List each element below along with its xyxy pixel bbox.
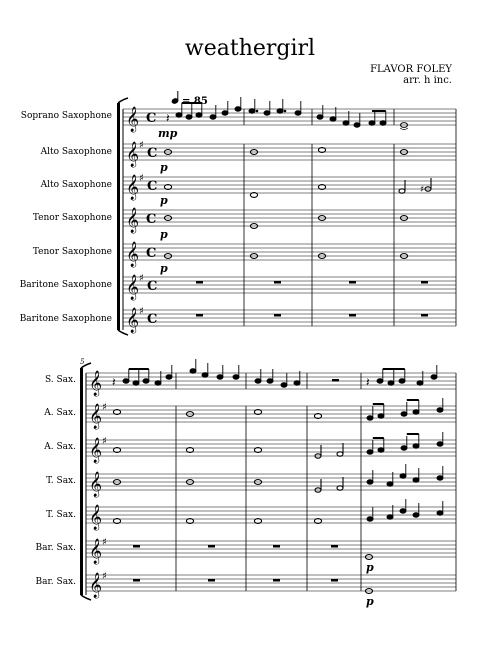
svg-text:C: C	[147, 279, 158, 294]
svg-text:C: C	[147, 179, 158, 194]
instrument-abbr-tenor-sax-2: T. Sax.	[46, 510, 76, 520]
instrument-abbr-soprano-sax: S. Sax.	[44, 375, 76, 385]
instrument-name-alto-sax-1: Alto Saxophone	[40, 147, 112, 157]
svg-text:C: C	[147, 146, 158, 161]
instrument-name-tenor-sax-1: Tenor Saxophone	[32, 213, 112, 223]
svg-text:♯: ♯	[420, 185, 425, 195]
dynamic-tenor-2: p	[160, 262, 168, 275]
treble-clefs-system1	[126, 106, 139, 333]
svg-text:♯: ♯	[102, 571, 107, 582]
svg-text:𝄞: 𝄞	[89, 539, 103, 564]
svg-text:♯: ♯	[102, 436, 107, 447]
instrument-name-tenor-sax-2: Tenor Saxophone	[32, 247, 112, 257]
dynamic-bari-1-sys2: p	[366, 561, 374, 574]
svg-text:C: C	[146, 212, 157, 227]
dynamic-alto-1: p	[160, 161, 168, 174]
svg-text:♯: ♯	[102, 402, 107, 413]
instrument-abbr-tenor-sax-1: T. Sax.	[46, 476, 76, 486]
svg-text:𝄞: 𝄞	[89, 472, 103, 497]
soprano-melody-system2	[112, 359, 437, 389]
whole-notes-system1	[164, 148, 431, 259]
score-title: weathergirl	[184, 36, 316, 61]
dynamic-alto-2: p	[160, 194, 168, 207]
svg-text:♯: ♯	[102, 537, 107, 548]
svg-text:♯: ♯	[139, 273, 144, 284]
whole-notes-system2	[113, 410, 372, 594]
svg-text:C: C	[146, 246, 157, 261]
arranger-credit: arr. h inc.	[403, 75, 452, 86]
svg-text:𝄞: 𝄞	[89, 371, 103, 396]
instrument-name-bari-sax-2: Baritone Saxophone	[19, 314, 112, 324]
staff-lines-system1	[123, 109, 456, 326]
svg-text:𝄞: 𝄞	[89, 438, 103, 463]
instrument-abbr-alto-sax-2: A. Sax.	[44, 442, 76, 452]
svg-text:𝄞: 𝄞	[126, 242, 140, 267]
dynamic-soprano: mp	[158, 127, 178, 140]
tempo-marking	[171, 91, 207, 107]
key-signatures-system1	[139, 140, 144, 317]
system-bracket	[117, 103, 120, 330]
key-signatures-system2	[102, 402, 107, 582]
svg-text:♯: ♯	[139, 306, 144, 317]
svg-text:𝄞: 𝄞	[126, 175, 140, 200]
svg-text:𝄞: 𝄞	[89, 404, 103, 429]
svg-text:♯: ♯	[139, 173, 144, 184]
tempo-text: = 85	[182, 96, 208, 107]
barlines-system1	[244, 109, 456, 326]
dynamics-system2	[366, 561, 374, 608]
instrument-name-bari-sax-1: Baritone Saxophone	[19, 280, 112, 290]
dynamic-tenor-1: p	[160, 228, 168, 241]
svg-text:𝄽: 𝄽	[166, 111, 170, 125]
rhythm-figures-m9	[367, 398, 443, 521]
svg-text:𝄞: 𝄞	[126, 308, 140, 333]
instrument-abbr-bari-sax-1: Bar. Sax.	[35, 543, 76, 553]
svg-text:𝄞: 𝄞	[126, 142, 140, 167]
svg-text:C: C	[146, 111, 157, 126]
time-signatures-system1	[146, 111, 157, 327]
instrument-name-alto-sax-2: Alto Saxophone	[40, 180, 112, 190]
svg-text:𝄞: 𝄞	[126, 107, 140, 132]
composer-credit: FLAVOR FOLEY	[370, 64, 452, 75]
instrument-abbr-alto-sax-1: A. Sax.	[44, 408, 76, 418]
svg-text:𝄞: 𝄞	[126, 275, 140, 300]
instrument-name-soprano-sax: Soprano Saxophone	[20, 111, 112, 121]
svg-text:𝄽: 𝄽	[366, 375, 370, 389]
svg-text:𝄽: 𝄽	[112, 375, 116, 389]
svg-text:𝄞: 𝄞	[89, 573, 103, 598]
dynamic-bari-2-sys2: p	[366, 595, 374, 608]
measure-number: 5	[80, 358, 85, 366]
svg-text:𝄞: 𝄞	[126, 208, 140, 233]
svg-text:C: C	[147, 312, 158, 327]
system-bracket-2	[80, 368, 83, 595]
staff-lines-system2	[86, 373, 456, 591]
instrument-abbr-bari-sax-2: Bar. Sax.	[35, 577, 76, 587]
svg-text:♯: ♯	[139, 140, 144, 151]
svg-text:𝄞: 𝄞	[89, 505, 103, 530]
treble-clefs-system2	[89, 370, 102, 598]
